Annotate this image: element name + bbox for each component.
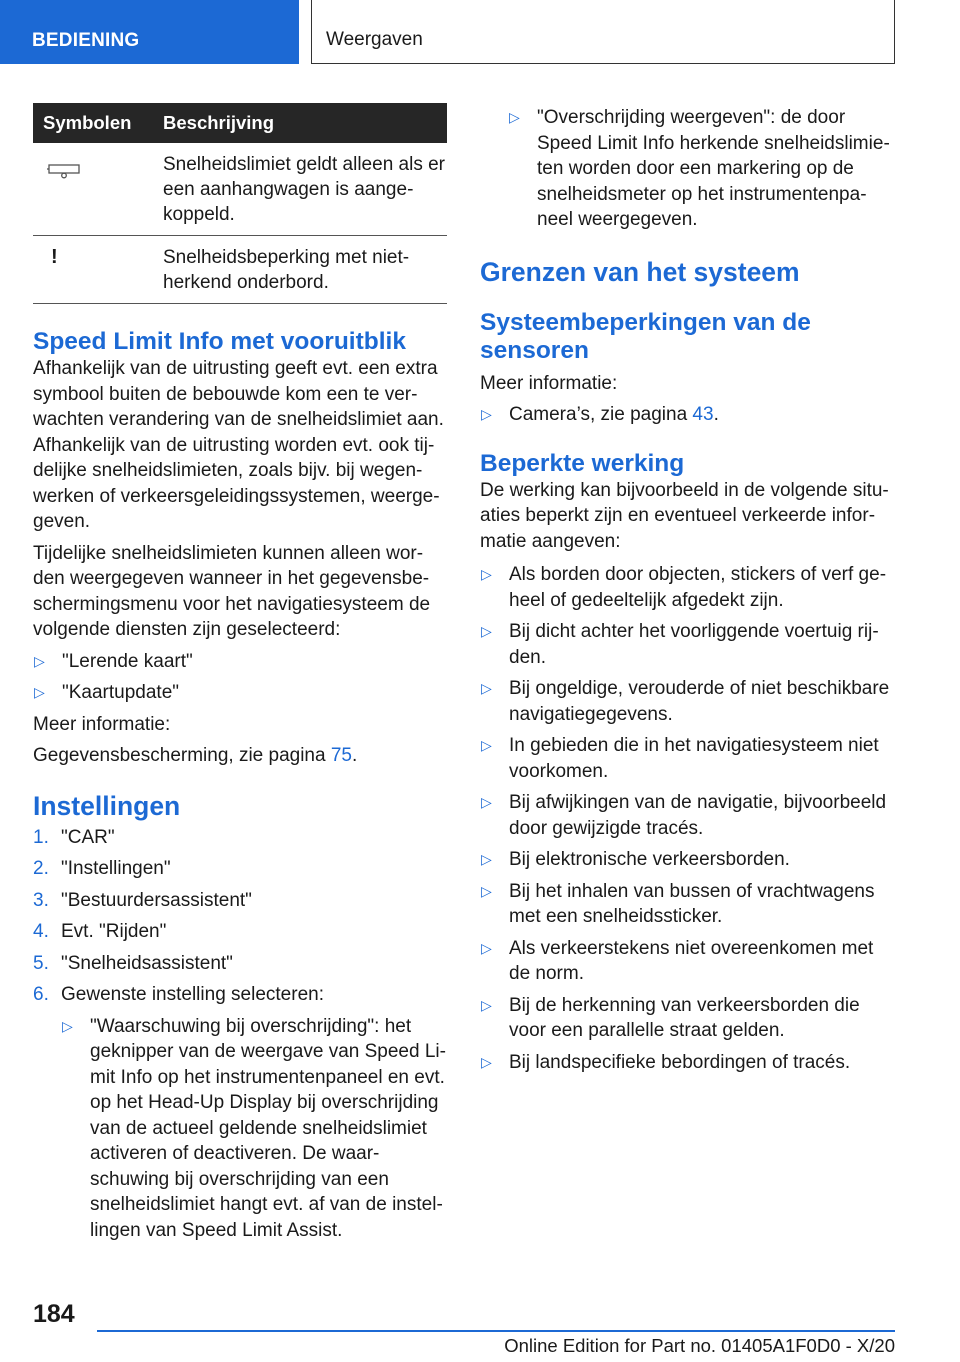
left-column	[33, 103, 447, 1243]
list-item: ▷ Bij landspecifieke bebordingen of tracés.	[480, 1050, 896, 1076]
list-item: ▷ Bij de herkenning van verkeersborden die voor een parallelle straat gelden.	[481, 994, 860, 1041]
col-header-description: Beschrijving	[163, 112, 275, 133]
page-link-75[interactable]: 75	[330, 745, 352, 766]
bullet-triangle-icon: ▷	[34, 684, 45, 700]
bullet-triangle-icon: ▷	[481, 996, 492, 1013]
bullet-triangle-icon: ▷	[481, 851, 492, 867]
page-number: 184	[33, 1300, 75, 1328]
heading-sensoren: Systeembeperkingen van de sensoren	[480, 308, 811, 364]
list-item: ▷ Bij ongeldige, verouderde of niet beschikbare navigatiegegevens.	[481, 678, 890, 725]
bullet-triangle-icon: ▷	[62, 1017, 73, 1034]
sub-options-list	[61, 1014, 447, 1244]
symbol-table	[33, 103, 447, 304]
exclamation-icon: !	[51, 246, 58, 268]
table-header	[33, 103, 447, 143]
list-item: 4. Evt. "Rijden"	[33, 921, 167, 942]
list-item: ▷ Camera’s, zie pagina 43.	[480, 402, 896, 428]
heading-vooruitblik: Speed Limit Info met vooruitblik	[33, 328, 406, 355]
services-list	[33, 649, 447, 706]
bullet-triangle-icon: ▷	[481, 1053, 492, 1070]
list-item: ▷ Als verkeerstekens niet overeenkomen met de norm.	[481, 937, 874, 984]
col-header-symbol: Symbolen	[43, 112, 132, 133]
list-item: ▷ Bij dicht achter het voorliggende voertuig rijden.	[481, 621, 879, 668]
trailer-speed-limit-icon	[47, 163, 83, 179]
list-item: ▷ "Waarschuwing bij overschrijding": het geknipper van de weergave van Speed Limit Info op het instrumentenpaneel en evt. op het Head-Up Display bij overschrijding van de actueel geldende snelheidslimiet activeren of deactiveren. De waarschuwing bij overschrijding van een snelheidslimiet hangt evt. af van de instellingen van Speed Limit Assist.	[62, 1015, 446, 1241]
list-item: ▷ In gebieden die in het navigatiesysteem niet voorkomen.	[481, 735, 879, 782]
section-title: BEDIENING	[32, 30, 140, 51]
list-item: 1. "CAR"	[33, 826, 115, 848]
heading-grenzen: Grenzen van het systeem	[480, 256, 800, 287]
list-item: ▷ "Kaartupdate"	[33, 680, 447, 706]
sensor-refs-list	[480, 402, 896, 428]
list-item: 6. Gewenste instelling selecteren: ▷ "Waarschuwing bij overschrijding": het geknipper van de weergave van Speed Limit Info op het instrumentenpaneel en evt. op het Head-Up Display bij overschrijding van de actueel geldende snelheidslimiet activeren of deactiveren. De waarschuwing bij overschrijding van een snelheidslimiet hangt evt. af van de instellingen van Speed Limit Assist.	[33, 982, 447, 1243]
privacy-reference: Gegevensbescherming, zie pagina 75.	[33, 745, 358, 766]
table-row	[33, 143, 447, 236]
paragraph: Afhankelijk van de uitrusting geeft evt. een extra symbool buiten de bebouwde kom een te verwachten verandering van de snelheidslimiet aan. Afhankelijk van de uitrusting worden evt. ook tijdelijke snelheidslimieten, zoals bijv. bij wegenwerken of verkeersgeleidingssystemen, weergegeven.	[33, 358, 444, 532]
list-item: ▷ Bij afwijkingen van de navigatie, bijvoorbeeld door gewijzigde tracés.	[481, 792, 887, 839]
table-row	[33, 236, 447, 304]
list-item: 2. "Instellingen"	[33, 858, 171, 879]
list-item: ▷ Bij elektronische verkeersborden.	[480, 847, 896, 873]
bullet-triangle-icon: ▷	[34, 652, 45, 669]
paragraph: De werking kan bijvoorbeeld in de volgende situaties beperkt zijn en eventueel verkeerde informatie aangeven:	[480, 479, 889, 552]
bullet-triangle-icon: ▷	[509, 109, 520, 125]
section-tab	[0, 0, 299, 64]
list-item: ▷ "Overschrijding weergeven": de door Speed Limit Info herkende snelheidslimieten worden door een markering op de snelheidsmeter op het instrumentenpaneel weergegeven.	[509, 107, 890, 230]
row-description: Snelheidsbeperking met nietherkend onderbord.	[163, 247, 410, 293]
bullet-triangle-icon: ▷	[481, 939, 492, 956]
list-item: ▷ Als borden door objecten, stickers of verf geheel of gedeeltelijk afgedekt zijn.	[481, 564, 887, 611]
bullet-triangle-icon: ▷	[481, 882, 492, 899]
heading-instellingen: Instellingen	[33, 790, 181, 821]
list-item: 5. "Snelheidsassistent"	[33, 952, 233, 974]
limits-list	[480, 554, 896, 1075]
bullet-triangle-icon: ▷	[481, 680, 492, 696]
right-column	[480, 103, 896, 1075]
sub-options-list-continued	[480, 105, 896, 233]
paragraph: Tijdelijke snelheidslimieten kunnen alleen worden weergegeven wanneer in het gegevensbeschermingsmenu voor het navigatiesysteem de volgende diensten zijn geselecteerd:	[33, 542, 431, 640]
topic-title: Weergaven	[326, 29, 423, 50]
bullet-triangle-icon: ▷	[481, 794, 492, 810]
topic-tab	[311, 0, 895, 64]
row-description: Snelheidslimiet geldt alleen als er een aanhangwagen is aangekoppeld.	[163, 154, 445, 225]
more-info-label: Meer informatie:	[33, 713, 171, 735]
list-item: 3. "Bestuurdersassistent"	[33, 889, 252, 911]
bullet-triangle-icon: ▷	[481, 406, 492, 422]
footer-divider	[97, 1330, 895, 1332]
bullet-triangle-icon: ▷	[481, 623, 492, 639]
list-item: ▷ "Lerende kaart"	[33, 649, 447, 675]
edition-footer: Online Edition for Part no. 01405A1F0D0 - X/20	[504, 1335, 895, 1356]
page-link-43[interactable]: 43	[692, 404, 714, 425]
bullet-triangle-icon: ▷	[481, 566, 492, 582]
bullet-triangle-icon: ▷	[481, 737, 492, 753]
more-info-label: Meer informatie:	[480, 372, 618, 394]
list-item: ▷ Bij het inhalen van bussen of vrachtwagens met een snelheidssticker.	[481, 880, 875, 927]
heading-beperkte-werking: Beperkte werking	[480, 449, 685, 477]
settings-steps	[33, 825, 447, 1244]
